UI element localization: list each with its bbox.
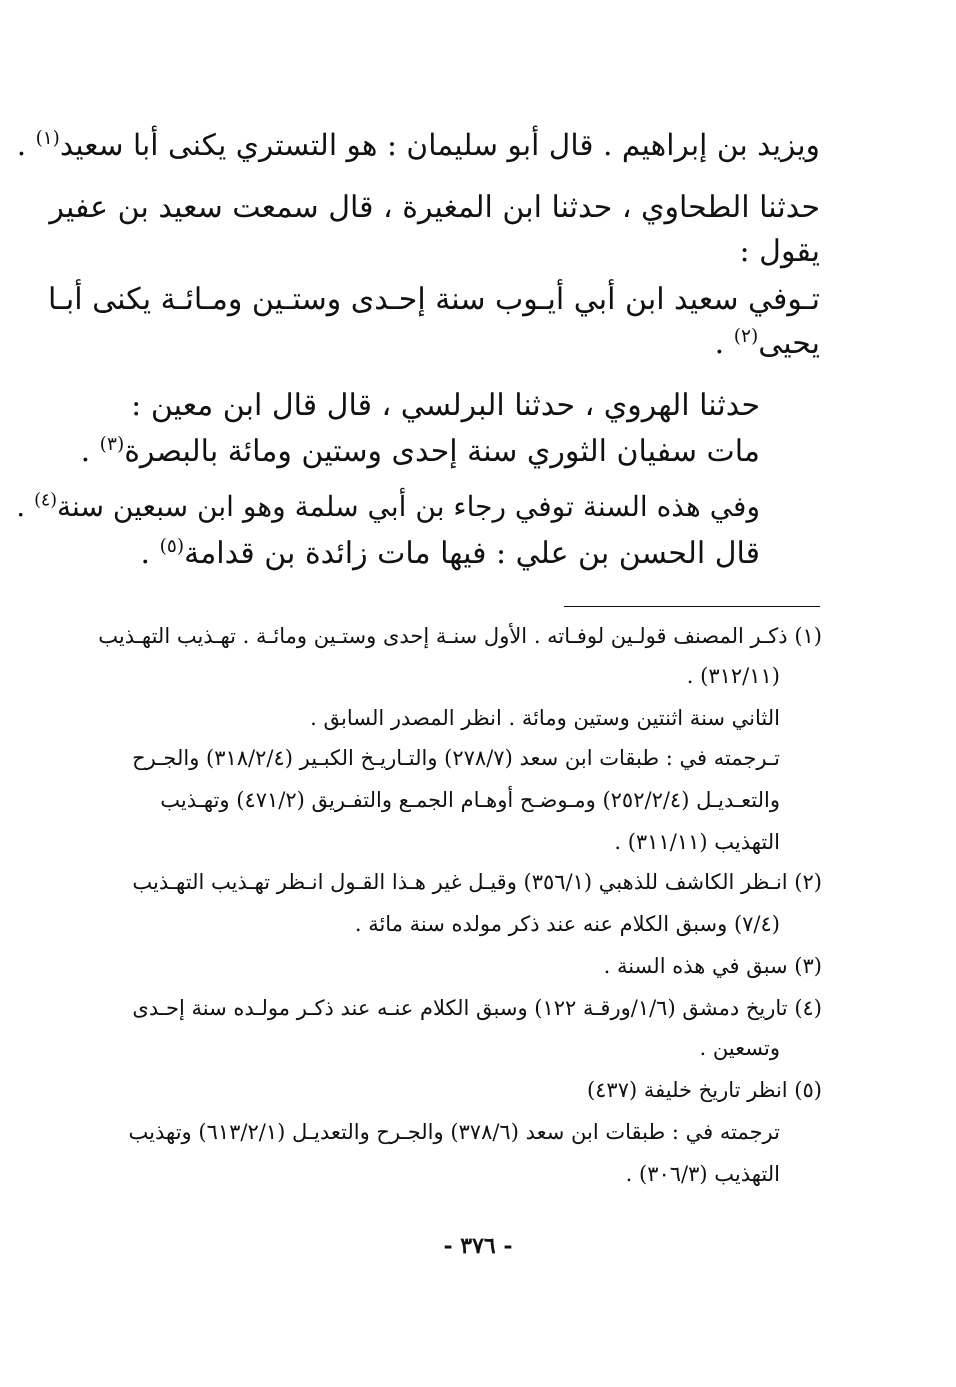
main-line-5-text: يحيى [758,326,820,361]
main-line-9 [141,536,761,571]
main-line-9-end: . [140,536,160,571]
footnote-line-3 [310,706,780,730]
footnote-line-2 [687,664,780,688]
footnote-ref-4: (٤) [34,490,57,511]
footnote-line-7 [132,870,822,894]
footnote-ref-5: (٥) [159,536,185,557]
main-line-4-text: تـوفي سعيد ابن أبي أيـوب سنة إحـدى وستـين ومـائـة يكنى أبـا [47,282,820,317]
main-line-6 [131,388,760,423]
main-line-2 [49,190,820,225]
footnote-line-3-text: الثاني سنة اثنتين وستين ومائة . انظر المصدر السابق . [310,706,780,730]
main-line-9-text: قال الحسن بن علي : فيها مات زائدة بن قدامة [184,536,760,571]
main-line-5 [715,326,820,361]
main-line-7-text: مات سفيان الثوري سنة إحدى وستين ومائة بالبصرة [124,434,760,469]
footnote-line-5-text: والتعـديـل (٢٥٢/٢/٤) ومـوضـح أوهـام الجمـع والتفـريق (٤٧١/٢) وتهـذيب [160,788,780,812]
main-line-6-text: حدثنا الهروي ، حدثنا البرلسي ، قال قال ابن معين : [131,388,760,423]
footnote-line-5 [160,788,780,812]
footnote-line-13-text: ترجمته في : طبقات ابن سعد (٣٧٨/٦) والجـرح والتعديـل (٦١٣/٢/١) وتهذيب [128,1120,780,1144]
footnote-line-6-text: التهذيب (٣١١/١١) . [614,830,780,854]
footnote-separator [564,606,820,607]
main-line-2-text: حدثنا الطحاوي ، حدثنا ابن المغيرة ، قال سمعت سعيد بن عفير [49,190,820,225]
footnote-line-9-text: (٣) سبق في هذه السنة . [603,954,822,978]
footnote-line-8-text: (٧/٤) وسبق الكلام عنه عند ذكر مولده سنة مائة . [354,912,780,936]
footnote-ref-2: (٢) [733,326,759,347]
page-number: - ٣٧٦ - [443,1233,513,1259]
footnote-line-11-text: وتسعين . [699,1036,780,1060]
main-line-5-end: . [714,326,734,361]
footnote-line-6 [614,830,780,854]
footnote-line-1-text: (١) ذكـر المصنف قولـين لوفـاته . الأول سنـة إحدى وستـين ومائـة . تهـذيب التهـذيب [98,624,822,648]
footnote-line-2-text: (٣١٢/١١) . [686,664,780,688]
main-line-8-end: . [16,490,35,523]
footnote-line-10-text: (٤) تاريخ دمشق (١/٦/ورقـة ١٢٢) وسبق الكلام عنـه عند ذكـر مولـده سنة إحـدى [132,996,822,1020]
main-line-3-text: يقول : [739,234,820,269]
footnote-line-1 [98,624,822,648]
main-line-8-text: وفي هذه السنة توفي رجاء بن أبي سلمة وهو ابن سبعين سنة [56,490,760,523]
footnote-line-14-text: التهذيب (٣٠٦/٣) . [625,1162,780,1186]
footnote-line-4-text: تـرجمته في : طبقات ابن سعد (٢٧٨/٧) والتـاريـخ الكبـير (٣١٨/٢/٤) والجـرح [132,746,780,770]
footnote-line-11 [699,1036,780,1060]
footnote-line-10 [132,996,822,1020]
footnote-line-13 [129,1120,780,1144]
footnote-line-12-text: (٥) انظر تاريخ خليفة (٤٣٧) [586,1078,822,1102]
main-line-8 [16,490,760,523]
main-line-1-text: ويزيد بن إبراهيم . قال أبو سليمان : هو التستري يكنى أبا سعيد [59,128,820,163]
main-line-4 [48,282,820,317]
footnote-ref-1: (١) [35,128,60,150]
main-line-7 [81,434,760,469]
main-line-3 [740,234,820,269]
footnote-line-7-text: (٢) انـظر الكاشف للذهبي (٣٥٦/١) وقيـل غير هـذا القـول انـظر تهـذيب التهـذيب [132,870,822,894]
main-line-1-end: . [16,128,36,163]
footnote-line-4 [132,746,780,770]
footnote-line-12 [587,1078,822,1102]
footnote-line-14 [626,1162,780,1186]
main-line-7-end: . [80,434,100,469]
footnote-ref-3: (٣) [99,434,125,455]
footnote-line-9 [604,954,822,978]
footnote-line-8 [355,912,780,936]
main-line-1 [17,128,820,163]
